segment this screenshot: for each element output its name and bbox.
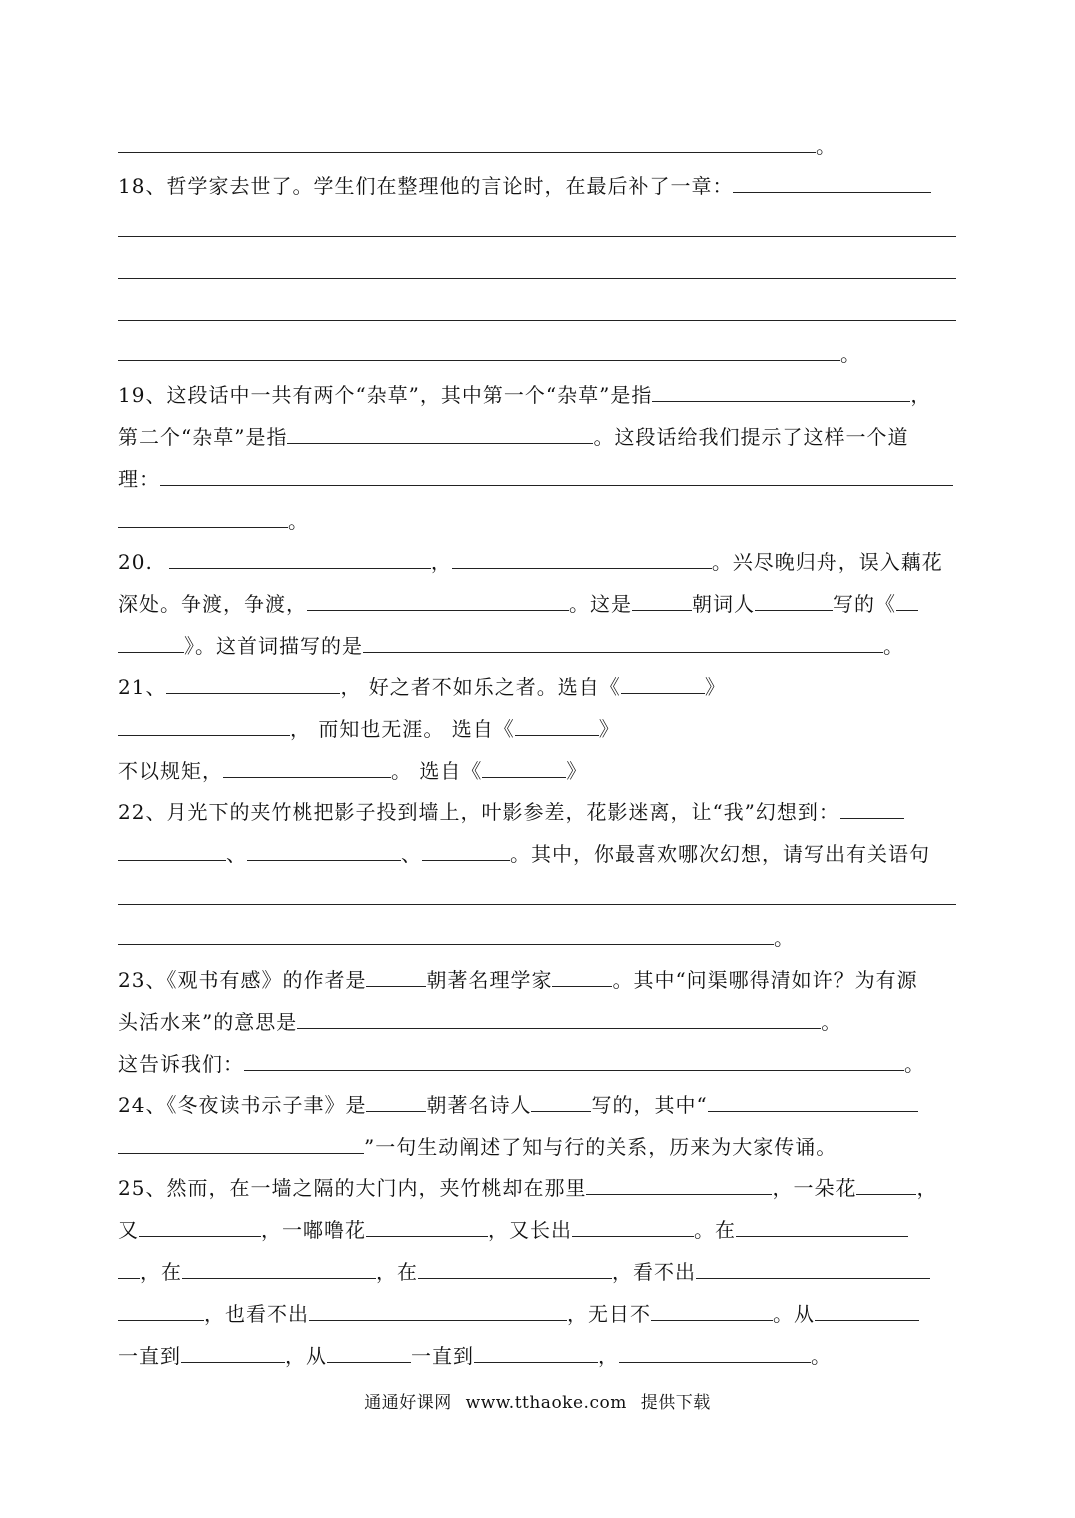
question-21-line2: ， 而知也无涯。 选自《 》 (118, 716, 620, 742)
blank[interactable] (139, 1218, 261, 1237)
blank[interactable] (452, 550, 712, 569)
question-19: 19、这段话中一共有两个“杂草”，其中第一个“杂草”是指 ， (118, 383, 932, 407)
blank[interactable] (118, 342, 840, 361)
blank[interactable] (736, 1218, 908, 1237)
blank[interactable] (307, 592, 569, 611)
question-25-line5: 一直到 ，从 一直到 ， 。 (118, 1344, 832, 1368)
q17-answer-line-end: 。 (118, 133, 837, 159)
blank[interactable] (223, 759, 391, 778)
blank[interactable] (118, 1302, 204, 1321)
blank[interactable] (422, 842, 510, 861)
blank[interactable] (474, 1344, 598, 1363)
blank[interactable] (118, 926, 774, 945)
question-25: 25、然而，在一墙之隔的大门内，夹竹桃却在那里 ，一朵花 ， (118, 1176, 938, 1200)
question-21: 21、 ， 好之者不如乐之者。选自《 》 (118, 675, 726, 699)
question-19-line2: 第二个“杂草”是指 。这段话给我们提示了这样一个道 (118, 425, 909, 449)
q18-answer-line-end: 。 (118, 341, 861, 367)
blank[interactable] (856, 1176, 916, 1195)
answer-line[interactable] (118, 236, 956, 237)
question-21-line3: 不以规矩， 。 选自《 》 (118, 759, 588, 783)
question-20: 20. ， 。兴尽晚归舟，误入藕花 (118, 550, 943, 574)
question-25-line4: ，也看不出 ，无日不 。从 (118, 1301, 919, 1327)
blank[interactable] (586, 1176, 772, 1195)
blank[interactable] (572, 1218, 694, 1237)
question-22 (118, 799, 904, 825)
blank[interactable] (118, 842, 226, 861)
blank[interactable] (840, 800, 904, 819)
question-23-line3: 这告诉我们： 。 (118, 1052, 925, 1076)
question-22-text: 22、月光下的夹竹桃把影子投到墙上，叶影参差，花影迷离，让“我”幻想到： (118, 800, 840, 824)
question-23: 23、《观书有感》的作者是 朝著名理学家 。其中“问渠哪得清如许？为有源 (118, 968, 918, 992)
blank[interactable] (621, 675, 705, 694)
blank[interactable] (696, 1260, 930, 1279)
blank[interactable] (651, 1302, 773, 1321)
footer-site-name: 通通好课网 (364, 1393, 452, 1413)
blank[interactable] (309, 1302, 567, 1321)
blank[interactable] (118, 134, 816, 153)
blank[interactable] (244, 1052, 904, 1071)
blank[interactable] (815, 1302, 919, 1321)
blank[interactable] (169, 550, 431, 569)
question-20-line2: 深处。争渡，争渡， 。这是 朝词人 写的《 (118, 591, 918, 617)
question-19-line4: 。 (118, 508, 309, 534)
blank[interactable] (366, 1093, 426, 1112)
question-24: 24、《冬夜读书示子聿》是 朝著名诗人 写的，其中“ (118, 1092, 918, 1118)
blank[interactable] (515, 717, 599, 736)
question-23-line2: 头活水来”的意思是 。 (118, 1010, 843, 1034)
question-25-line2: 又 ，一嘟噜花 ，又长出 。在 (118, 1217, 908, 1243)
answer-line[interactable] (118, 320, 956, 321)
blank[interactable] (632, 592, 692, 611)
blank[interactable] (733, 174, 931, 193)
answer-line[interactable] (118, 278, 956, 279)
blank[interactable] (652, 383, 910, 402)
page-footer (0, 1392, 1075, 1414)
answer-line[interactable] (118, 904, 956, 905)
blank[interactable] (182, 1260, 376, 1279)
blank[interactable] (287, 425, 593, 444)
blank[interactable] (118, 1260, 140, 1279)
q22-answer-line-end: 。 (118, 925, 795, 951)
question-22-line2: 、 、 。其中，你最喜欢哪次幻想，请写出有关语句 (118, 841, 930, 867)
question-19-text: 19、这段话中一共有两个“杂草”，其中第一个“杂草”是指 (118, 383, 653, 407)
blank[interactable] (531, 1093, 591, 1112)
question-19-line3: 理： (118, 466, 953, 492)
blank[interactable] (366, 968, 426, 987)
blank[interactable] (181, 1344, 285, 1363)
footer-suffix: 提供下载 (640, 1393, 711, 1413)
blank[interactable] (755, 592, 833, 611)
question-20-line3: 》。这首词描写的是 。 (118, 633, 904, 659)
blank[interactable] (118, 1135, 364, 1154)
blank[interactable] (418, 1260, 612, 1279)
footer-url[interactable]: www.tthaoke.com (465, 1393, 627, 1413)
blank[interactable] (166, 675, 340, 694)
question-24-line2: ”一句生动阐述了知与行的关系，历来为大家传诵。 (118, 1134, 837, 1160)
blank[interactable] (896, 592, 918, 611)
blank[interactable] (327, 1344, 411, 1363)
question-18-text: 18、哲学家去世了。学生们在整理他的言论时，在最后补了一章： (118, 174, 734, 198)
question-18 (118, 173, 931, 199)
blank[interactable] (366, 1218, 488, 1237)
blank[interactable] (297, 1010, 821, 1029)
blank[interactable] (619, 1344, 811, 1363)
blank[interactable] (482, 759, 566, 778)
blank[interactable] (118, 634, 184, 653)
blank[interactable] (552, 968, 612, 987)
blank[interactable] (247, 842, 401, 861)
blank[interactable] (118, 717, 290, 736)
blank[interactable] (708, 1093, 918, 1112)
question-25-line3: ，在 ，在 ，看不出 (118, 1259, 930, 1285)
blank[interactable] (363, 634, 883, 653)
blank[interactable] (118, 509, 288, 528)
blank[interactable] (160, 467, 953, 486)
